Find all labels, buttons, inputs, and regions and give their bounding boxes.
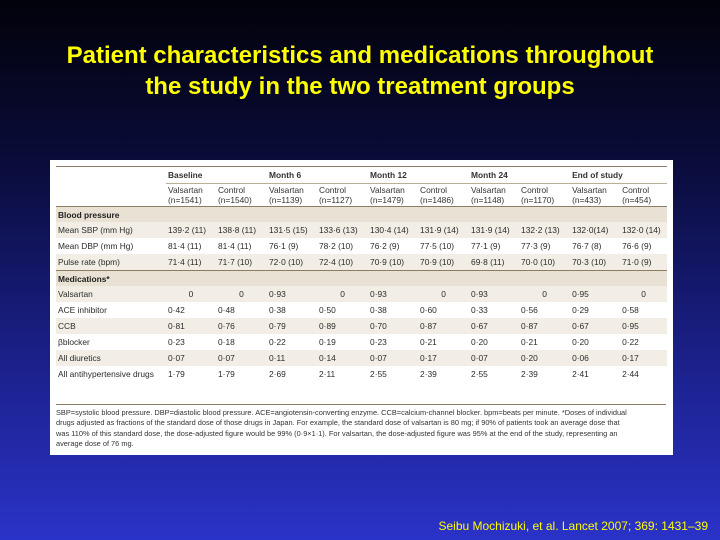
row-label: Pulse rate (bpm): [56, 254, 166, 271]
row-label: All diuretics: [56, 350, 166, 366]
table-cell: 2·41: [572, 369, 589, 379]
row-label: Mean DBP (mm Hg): [58, 241, 134, 251]
section-label: Blood pressure: [56, 207, 667, 223]
citation: Seibu Mochizuki, et al. Lancet 2007; 369: 1431–39: [438, 519, 708, 533]
table-cell: 2·11: [319, 369, 336, 379]
table-cell: 69·8 (11): [469, 254, 519, 271]
table-cell: 2·44: [622, 369, 639, 379]
table-cell: 0·67: [570, 318, 620, 334]
header-blank-cell: [56, 167, 166, 184]
group-header: [267, 184, 317, 207]
table-cell: 0·42: [168, 305, 185, 315]
table-cell: 2·39: [521, 369, 538, 379]
group-header: [469, 184, 519, 207]
header-blank-cell: [56, 184, 166, 207]
table-cell: 0·29: [572, 305, 589, 315]
table-cell: 0·60: [420, 305, 437, 315]
header-periods-row: [56, 167, 667, 184]
group-count: (n=1540): [218, 195, 252, 205]
table-cell: 0·07: [216, 350, 267, 366]
table-cell: 0: [519, 286, 570, 302]
table-cell: 0·17: [620, 350, 667, 366]
table-cell: 0·38: [370, 305, 387, 315]
table-cell: 0·18: [218, 337, 235, 347]
table-cell: 0·93: [469, 286, 519, 302]
period-header: Month 6: [267, 167, 368, 184]
table-cell: 76·2 (9): [370, 241, 400, 251]
table-cell: 0·93: [368, 286, 418, 302]
group-header: [570, 184, 620, 207]
table-cell: 76·1 (9): [269, 241, 299, 251]
table-cell: 0·14: [317, 350, 368, 366]
table-panel: [50, 160, 673, 455]
header-groups-row: [56, 184, 667, 207]
table-cell: 0·93: [267, 286, 317, 302]
table-cell: 72·0 (10): [267, 254, 317, 271]
table-cell: 0·81: [166, 318, 216, 334]
table-cell: 2·55: [471, 369, 488, 379]
slide-title-line-2: the study in the two treatment groups: [145, 73, 575, 100]
table-cell: 0·56: [521, 305, 538, 315]
group-count: (n=1479): [370, 195, 404, 205]
row-label: Valsartan: [56, 286, 166, 302]
footnote-line: was 110% of this standard dose, the dose-adjusted figure would be 99% (0·9×1·1). For valsartan, the dose-adjusted figure was 95% at the end of the study, representing an: [56, 428, 618, 438]
period-header: Month 24: [469, 167, 570, 184]
table-cell: 0: [216, 286, 267, 302]
table-cell: 0·07: [368, 350, 418, 366]
table-cell: 131·9 (14): [418, 222, 469, 238]
group-header: [418, 184, 469, 207]
table-cell: 0: [620, 286, 667, 302]
table-cell: 0·67: [469, 318, 519, 334]
table-cell: 2·69: [269, 369, 286, 379]
table-cell: 0·87: [418, 318, 469, 334]
table-cell: 132·0 (14): [620, 222, 667, 238]
table-cell: 0·20: [471, 337, 488, 347]
table-cell: 77·3 (9): [521, 241, 551, 251]
group-header: [368, 184, 418, 207]
row-label: βblocker: [58, 337, 90, 347]
group-header: [216, 184, 267, 207]
group-name: Valsartan: [370, 185, 405, 195]
group-header: [166, 184, 216, 207]
table-cell: 0·21: [521, 337, 538, 347]
table-cell: 0: [418, 286, 469, 302]
table-cell: 0·20: [519, 350, 570, 366]
table-cell: 131·5 (15): [267, 222, 317, 238]
table-row: [56, 286, 667, 302]
section-header-row: [56, 207, 667, 223]
slide-title-line-1: Patient characteristics and medications throughout: [66, 42, 654, 69]
table-cell: 0: [317, 286, 368, 302]
table-cell: 0·11: [267, 350, 317, 366]
table-cell: 0·19: [319, 337, 336, 347]
group-count: (n=433): [572, 195, 602, 205]
table-cell: 0·23: [168, 337, 185, 347]
table-cell: 71·0 (9): [620, 254, 667, 271]
table-cell: 70·3 (10): [570, 254, 620, 271]
group-header: [620, 184, 667, 207]
table-row: [56, 334, 667, 350]
table-cell: 0·50: [319, 305, 336, 315]
table-cell: 0·23: [370, 337, 387, 347]
table-cell: 0·48: [218, 305, 235, 315]
table-cell: 77·1 (9): [471, 241, 501, 251]
table-cell: 0·58: [622, 305, 639, 315]
table-cell: 1·79: [218, 369, 235, 379]
table-cell: 77·5 (10): [420, 241, 455, 251]
table-cell: 81·4 (11): [218, 241, 252, 251]
table-cell: 70·0 (10): [519, 254, 570, 271]
characteristics-table: [56, 166, 667, 382]
table-cell: 0·20: [572, 337, 589, 347]
table-cell: 0·95: [570, 286, 620, 302]
group-count: (n=1486): [420, 195, 454, 205]
group-name: Control: [420, 185, 448, 195]
group-count: (n=1541): [168, 195, 202, 205]
table-cell: 0·87: [519, 318, 570, 334]
group-count: (n=1170): [521, 195, 555, 205]
row-label: All antihypertensive drugs: [58, 369, 154, 379]
table-cell: 0·70: [368, 318, 418, 334]
table-cell: 0·21: [420, 337, 437, 347]
table-cell: 2·39: [420, 369, 437, 379]
table-cell: 0·76: [216, 318, 267, 334]
table-cell: 0·33: [471, 305, 488, 315]
slide-title: [0, 40, 720, 102]
period-header: Month 12: [368, 167, 469, 184]
section-header-row: [56, 271, 667, 287]
table-cell: 0·22: [622, 337, 639, 347]
footnote-line: average dose of 76 mg.: [56, 439, 134, 449]
table-cell: 0·38: [269, 305, 286, 315]
table-cell: 132·2 (13): [519, 222, 570, 238]
group-count: (n=454): [622, 195, 652, 205]
group-name: Valsartan: [269, 185, 304, 195]
table-cell: 130·4 (14): [368, 222, 418, 238]
table-cell: 71·4 (11): [166, 254, 216, 271]
table-cell: 70·9 (10): [368, 254, 418, 271]
group-name: Valsartan: [168, 185, 203, 195]
table-cell: 0·06: [570, 350, 620, 366]
table-cell: 76·7 (8): [572, 241, 602, 251]
table-cell: 0·07: [166, 350, 216, 366]
table-cell: 0·22: [269, 337, 286, 347]
row-label: Mean SBP (mm Hg): [56, 222, 166, 238]
table-cell: 139·2 (11): [166, 222, 216, 238]
table-cell: 138·8 (11): [216, 222, 267, 238]
table-cell: 133·6 (13): [317, 222, 368, 238]
table-cell: 0·17: [418, 350, 469, 366]
group-name: Valsartan: [572, 185, 607, 195]
period-header: End of study: [570, 167, 667, 184]
table-row: [56, 350, 667, 366]
table-footnote: [56, 404, 666, 450]
table-cell: 131·9 (14): [469, 222, 519, 238]
table-row: [56, 318, 667, 334]
group-count: (n=1139): [269, 195, 303, 205]
group-count: (n=1127): [319, 195, 353, 205]
row-label: CCB: [56, 318, 166, 334]
period-header: Baseline: [166, 167, 267, 184]
group-name: Control: [218, 185, 245, 195]
table-cell: 81·4 (11): [168, 241, 202, 251]
table-cell: 0·89: [317, 318, 368, 334]
table-cell: 1·79: [168, 369, 185, 379]
table-cell: 0·07: [469, 350, 519, 366]
table-cell: 0: [166, 286, 216, 302]
section-label: Medications*: [56, 271, 667, 287]
footnote-line: drugs adjusted as fractions of the standard dose of those drugs in Japan. For example, the standard dose of valsartan is 80 mg; if 90% of patients took an average dose that: [56, 418, 620, 428]
table-row: [56, 366, 667, 382]
group-name: Valsartan: [471, 185, 506, 195]
table-cell: 76·6 (9): [622, 241, 652, 251]
group-name: Control: [319, 185, 347, 195]
table-row: [56, 222, 667, 238]
group-name: Control: [521, 185, 549, 195]
group-count: (n=1148): [471, 195, 505, 205]
table-row: [56, 238, 667, 254]
table-cell: 2·55: [370, 369, 387, 379]
table-row: [56, 254, 667, 271]
row-label: ACE inhibitor: [58, 305, 107, 315]
table-row: [56, 302, 667, 318]
table-cell: 78·2 (10): [319, 241, 353, 251]
footnote-line: SBP=systolic blood pressure. DBP=diastolic blood pressure. ACE=angiotensin-converting enzyme. CCB=calcium-channel blocker. bpm=beats per minute. *Doses of individual: [56, 408, 627, 417]
table-cell: 0·95: [620, 318, 667, 334]
table-cell: 71·7 (10): [216, 254, 267, 271]
table-cell: 0·79: [267, 318, 317, 334]
table-cell: 132·0(14): [570, 222, 620, 238]
table-cell: 72·4 (10): [317, 254, 368, 271]
group-header: [519, 184, 570, 207]
table-cell: 70·9 (10): [418, 254, 469, 271]
group-name: Control: [622, 185, 650, 195]
group-header: [317, 184, 368, 207]
